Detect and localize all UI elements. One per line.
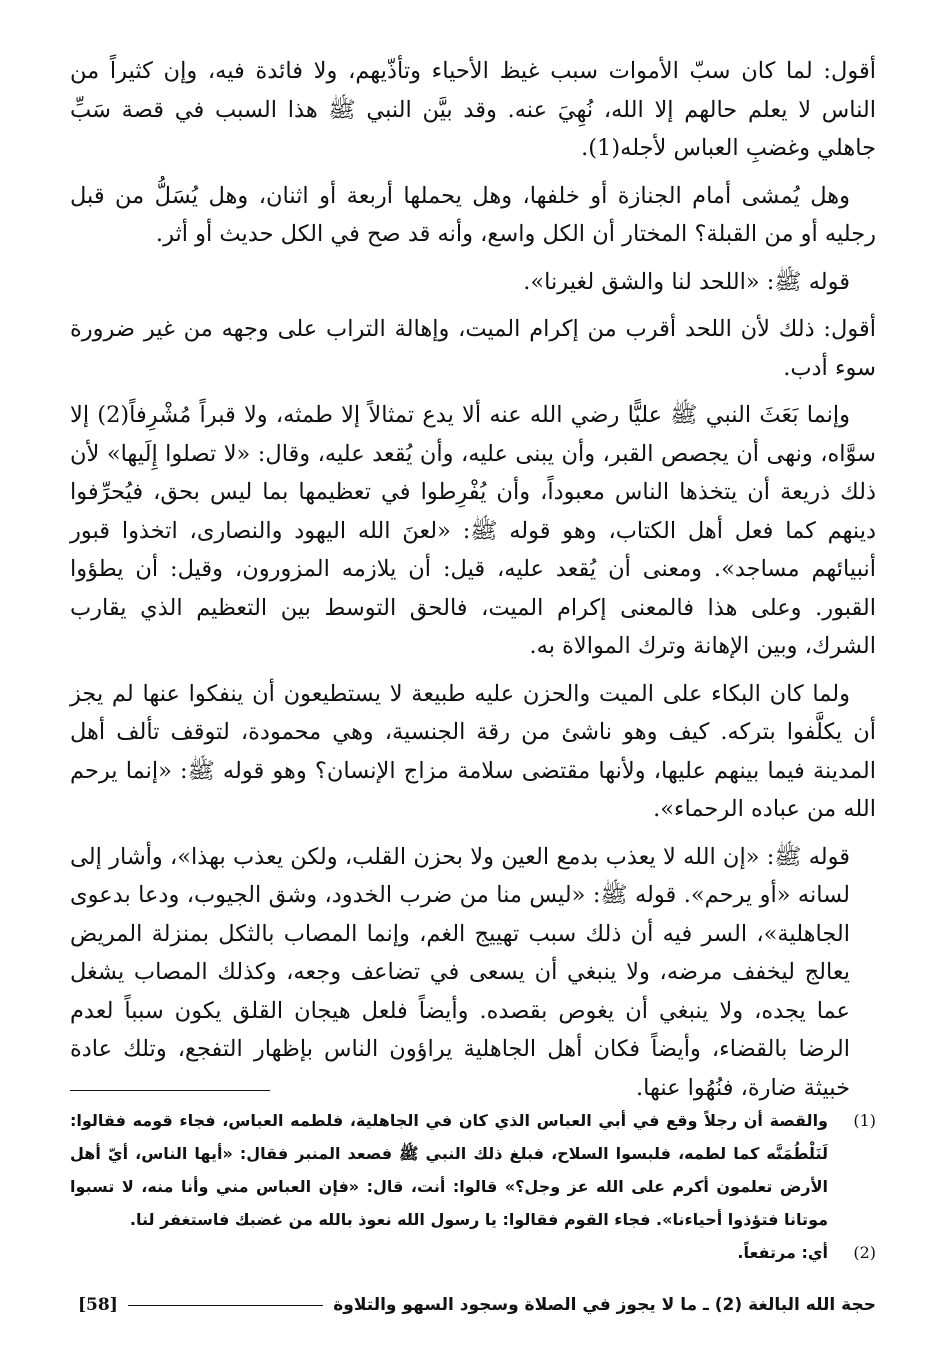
footnote-2 [70,1236,876,1269]
main-text [70,52,876,1116]
footer-divider [128,1305,324,1306]
page-footer [78,1292,876,1318]
footnote-divider [70,1090,270,1091]
footnotes [70,1090,876,1269]
page-number: [58] [78,1295,118,1315]
footnote-1 [70,1104,876,1236]
paragraph: وهل يُمشى أمام الجنازة أو خلفها، وهل يحملها أربعة أو اثنان، وهل يُسَلُّ من قبل رجليه أو من القبلة؟ المختار أن الكل واسع، وأنه قد صح في الكل حديث أو أثر. [70,182,876,247]
footnote-text: والقصة أن رجلاً وقع في أبي العباس الذي كان في الجاهلية، فلطمه العباس، فجاء قومه فقالوا: لَنَلْطُمَنَّه كما لطمه، فلبسوا السلاح، فبلغ ذلك النبي ﷺ فصعد المنبر فقال: «أيها الناس، أيّ أهل الأرض تعلمون أكرم على الله عز وجل؟» قالوا: أنت، قال: «فإن العباس مني وأنا منه، لا تسبوا موتانا فتؤذوا أحياءنا». فجاء القوم فقالوا: يا رسول الله نعوذ بالله من غضبك فاستغفر لنا. [70,1111,828,1229]
paragraph: ولما كان البكاء على الميت والحزن عليه طبيعة لا يستطيعون أن ينفكوا عنها لم يجز أن يكلَّفوا بتركه. كيف وهو ناشئ من رقة الجنسية، وهي محمودة، لتوقف تألف أهل المدينة فيما بينهم عليها، ولأنها مقتضى سلامة مزاج الإنسان؟ وهو قوله ﷺ: «إنما يرحم الله من عباده الرحماء». [70,680,876,822]
footnote-number: (1) [853,1111,876,1130]
footnote-number: (2) [853,1243,876,1262]
paragraph: أقول: ذلك لأن اللحد أقرب من إكرام الميت، وإهالة التراب على وجهه من غير ضرورة سوء أدب. [70,316,876,381]
paragraph: قوله ﷺ: «إن الله لا يعذب بدمع العين ولا بحزن القلب، ولكن يعذب بهذا»، وأشار إلى لسانه «أو يرحم». قوله ﷺ: «ليس منا من ضرب الخدود، وشق الجيوب، ودعا بدعوى الجاهلية»، السر فيه أن ذلك سبب تهييج الغم، وإنما المصاب بالثكل بمنزلة المريض يعالج ليخفف مرضه، ولا ينبغي أن يسعى في تضاعف وجعه، وكذلك المصاب يشغل عما يجده، ولا ينبغي أن يغوص بقصده. وأيضاً فلعل هيجان القلق يكون سبباً لعدم الرضا بالقضاء، وأيضاً فكان أهل الجاهلية يراؤون الناس بإظهار التفجع، وتلك عادة خبيثة ضارة، فنُهُوا عنها. [70,843,850,1101]
hadith-quote: قوله ﷺ: «اللحد لنا والشق لغيرنا». [523,268,850,295]
paragraph: أقول: لما كان سبّ الأموات سبب غيظ الأحياء وتأذّيهم، ولا فائدة فيه، وإن كثيراً من الناس لا يعلم حالهم إلا الله، نُهِيَ عنه. وقد بيَّن النبي ﷺ هذا السبب في قصة سَبِّ جاهلي وغضبِ العباس لأجله(1). [70,58,876,161]
footnote-text: أي: مرتفعاً. [737,1243,828,1262]
running-title: حجة الله البالغة (2) ـ ما لا يجوز في الصلاة وسجود السهو والتلاوة [333,1295,876,1315]
paragraph: وإنما بَعَثَ النبي ﷺ عليًّا رضي الله عنه ألا يدع تمثالاً إلا طمثه، ولا قبراً مُشْرِفاً(2) إلا سوَّاه، ونهى أن يجصص القبر، وأن يبنى عليه، وأن يُقعد عليه، وقال: «لا تصلوا إِلَيها» لأن ذلك ذريعة أن يتخذها الناس معبوداً، وأن يُفْرِطوا في تعظيمها بما ليس بحق، فيُحرِّفوا دينهم كما فعل أهل الكتاب، وهو قوله ﷺ: «لعنَ الله اليهود والنصارى، اتخذوا قبور أنبيائهم مساجد». ومعنى أن يُقعد عليه، قيل: أن يلازمه المزورون، وقيل: أن يطؤوا القبور. وعلى هذا فالمعنى إكرام الميت، فالحق التوسط بين التعظيم الذي يقارب الشرك، وبين الإهانة وترك الموالاة به. [70,402,876,659]
